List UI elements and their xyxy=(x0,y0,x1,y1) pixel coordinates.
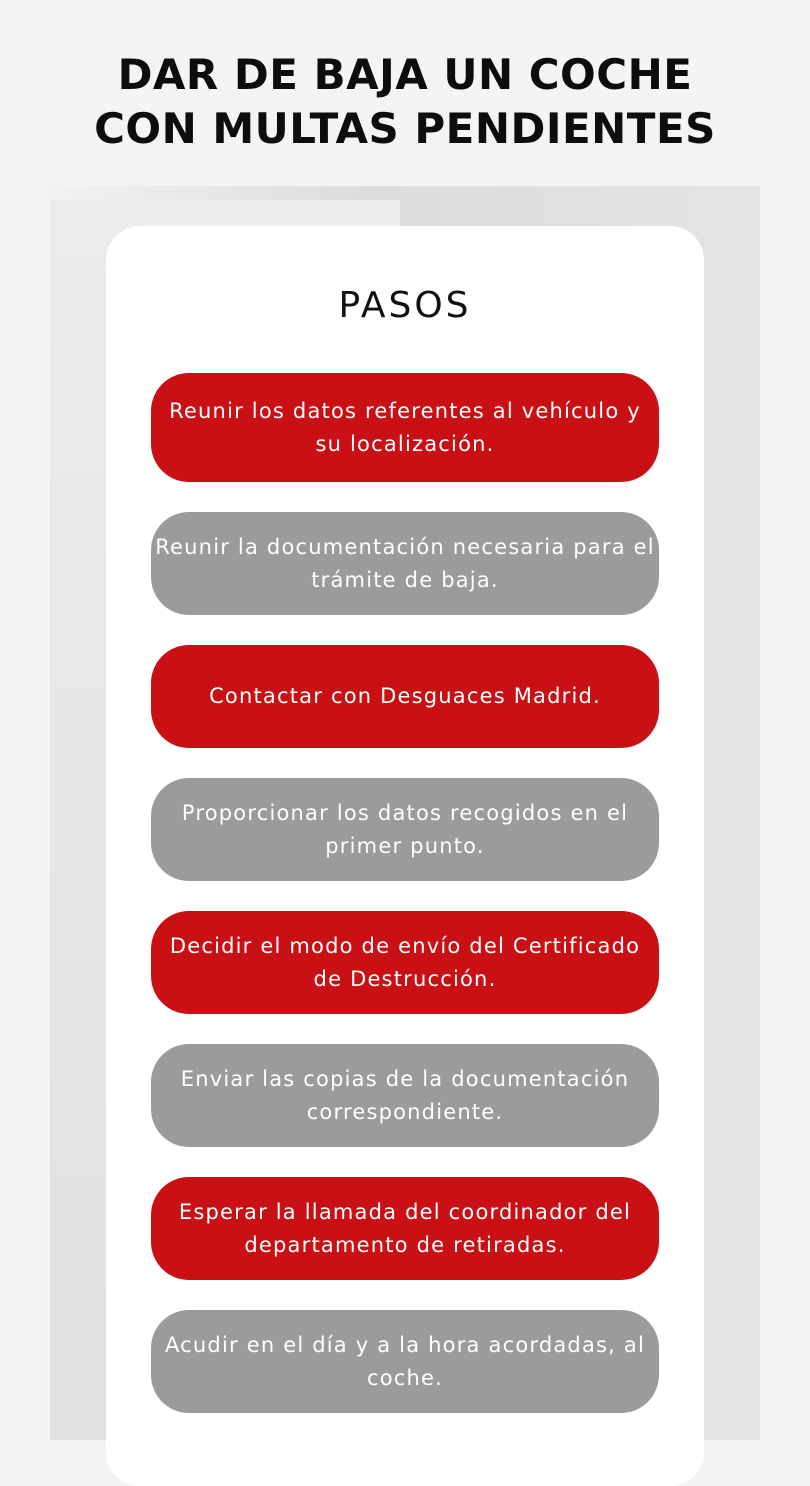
step-item-2: Reunir la documentación necesaria para el trámite de baja. xyxy=(151,512,659,615)
step-item-5: Decidir el modo de envío del Certificado de Destrucción. xyxy=(151,911,659,1014)
step-item-6: Enviar las copias de la documentación correspondiente. xyxy=(151,1044,659,1147)
step-item-8: Acudir en el día y a la hora acordadas, al coche. xyxy=(151,1310,659,1413)
page-title-line-2: CON MULTAS PENDIENTES xyxy=(94,104,716,153)
step-item-4: Proporcionar los datos recogidos en el primer punto. xyxy=(151,778,659,881)
page-title xyxy=(0,48,810,156)
steps-list xyxy=(151,373,659,1413)
step-item-3: Contactar con Desguaces Madrid. xyxy=(151,645,659,748)
page-title-line-1: DAR DE BAJA UN COCHE xyxy=(117,50,693,99)
step-item-1: Reunir los datos referentes al vehículo y su localización. xyxy=(151,373,659,482)
steps-heading: PASOS xyxy=(338,285,472,326)
step-item-7: Esperar la llamada del coordinador del departamento de retiradas. xyxy=(151,1177,659,1280)
